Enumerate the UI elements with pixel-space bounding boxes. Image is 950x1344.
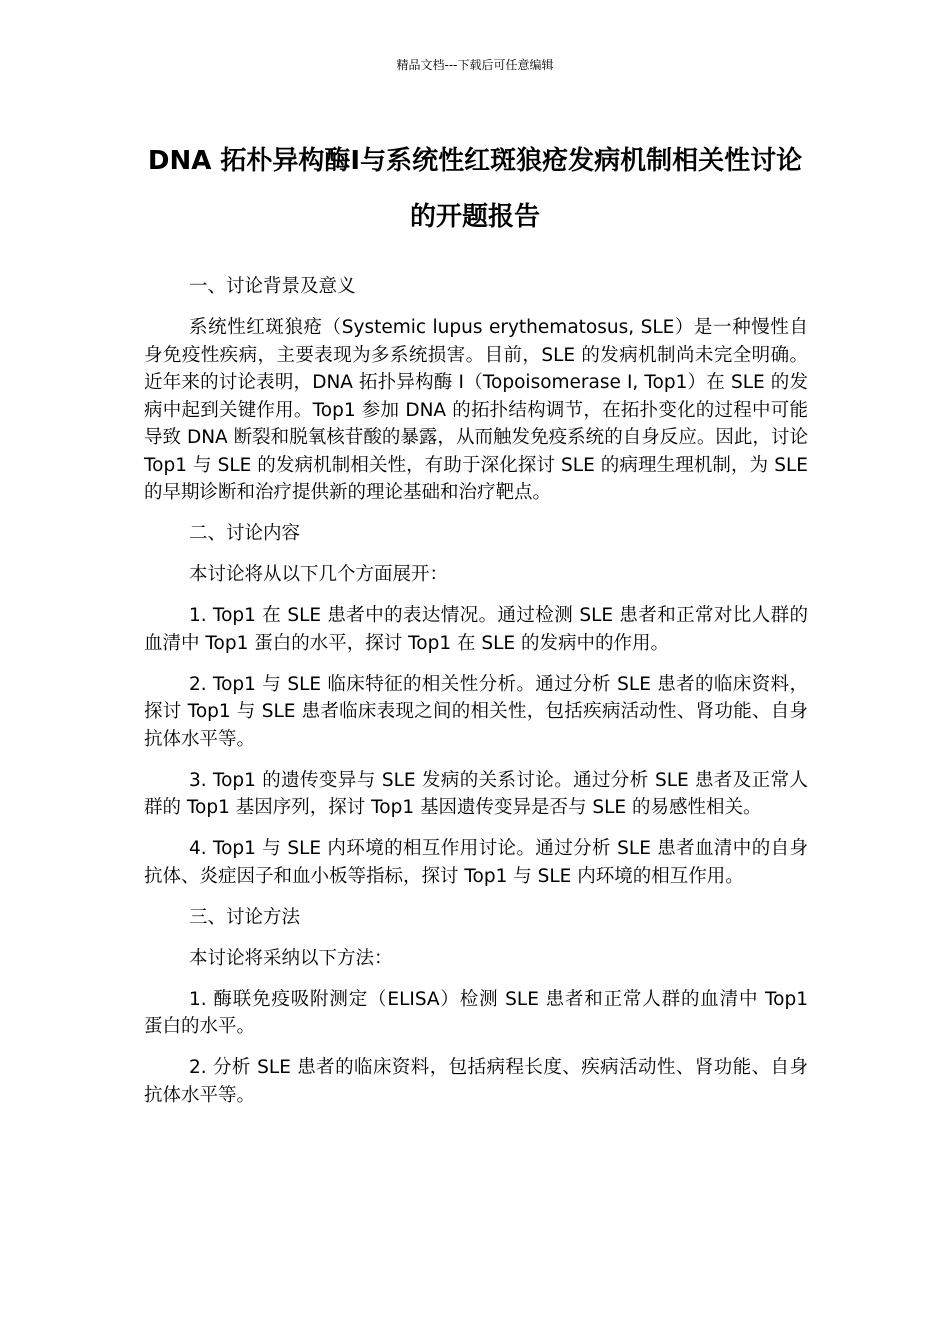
section-heading-background: 一、讨论背景及意义 bbox=[189, 276, 356, 297]
page-header: 精品文档---下载后可任意编辑 bbox=[396, 58, 554, 72]
list-item-content-3: 3. Top1 的遗传变异与 SLE 发病的关系讨论。通过分析 SLE 患者及正常人群的 Top1 基因序列，探讨 Top1 基因遗传变异是否与 SLE 的易感性相关。 bbox=[144, 769, 808, 818]
section-heading-methods: 三、讨论方法 bbox=[189, 906, 301, 928]
section-heading-content: 二、讨论内容 bbox=[189, 523, 301, 544]
paragraph-content-intro: 本讨论将从以下几个方面展开： bbox=[189, 564, 449, 585]
document-title: DNA 拓朴异构酶Ⅰ与系统性红斑狼疮发病机制相关性讨论的开题报告 bbox=[147, 146, 803, 232]
list-item-content-1: 1. Top1 在 SLE 患者中的表达情况。通过检测 SLE 患者和正常对比人群的血清中 Top1 蛋白的水平，探讨 Top1 在 SLE 的发病中的作用。 bbox=[144, 605, 808, 654]
list-item-content-4: 4. Top1 与 SLE 内环境的相互作用讨论。通过分析 SLE 患者血清中的自身抗体、炎症因子和血小板等指标，探讨 Top1 与 SLE 内环境的相互作用。 bbox=[144, 838, 808, 887]
paragraph-methods-intro: 本讨论将采纳以下方法： bbox=[189, 947, 393, 969]
list-item-content-2: 2. Top1 与 SLE 临床特征的相关性分析。通过分析 SLE 患者的临床资料，探讨 Top1 与 SLE 患者临床表现之间的相关性，包括疾病活动性、肾功能、自身抗体水平等。 bbox=[144, 673, 808, 750]
list-item-methods-2: 2. 分析 SLE 患者的临床资料，包括病程长度、疾病活动性、肾功能、自身抗体水平等。 bbox=[144, 1057, 808, 1106]
document-body bbox=[144, 273, 808, 1123]
paragraph-background: 系统性红斑狼疮（Systemic lupus erythematosus, SLE）是一种慢性自身免疫性疾病，主要表现为多系统损害。目前，SLE 的发病机制尚未完全明确。近年来的讨论表明，DNA 拓扑异构酶 I（Topoisomerase I, Top1）在 SLE 的发病中起到关键作用。Top1 参加 DNA 的拓扑结构调节，在拓扑变化的过程中可能导致 DNA 断裂和脱氧核苷酸的暴露，从而触发免疫系统的自身反应。因此，讨论 Top1 与 SLE 的发病机制相关性，有助于深化探讨 SLE 的病理生理机制，为 SLE 的早期诊断和治疗提供新的理论基础和治疗靶点。 bbox=[144, 317, 808, 503]
list-item-methods-1: 1. 酶联免疫吸附测定（ELISA）检测 SLE 患者和正常人群的血清中 Top1 蛋白的水平。 bbox=[144, 988, 808, 1037]
